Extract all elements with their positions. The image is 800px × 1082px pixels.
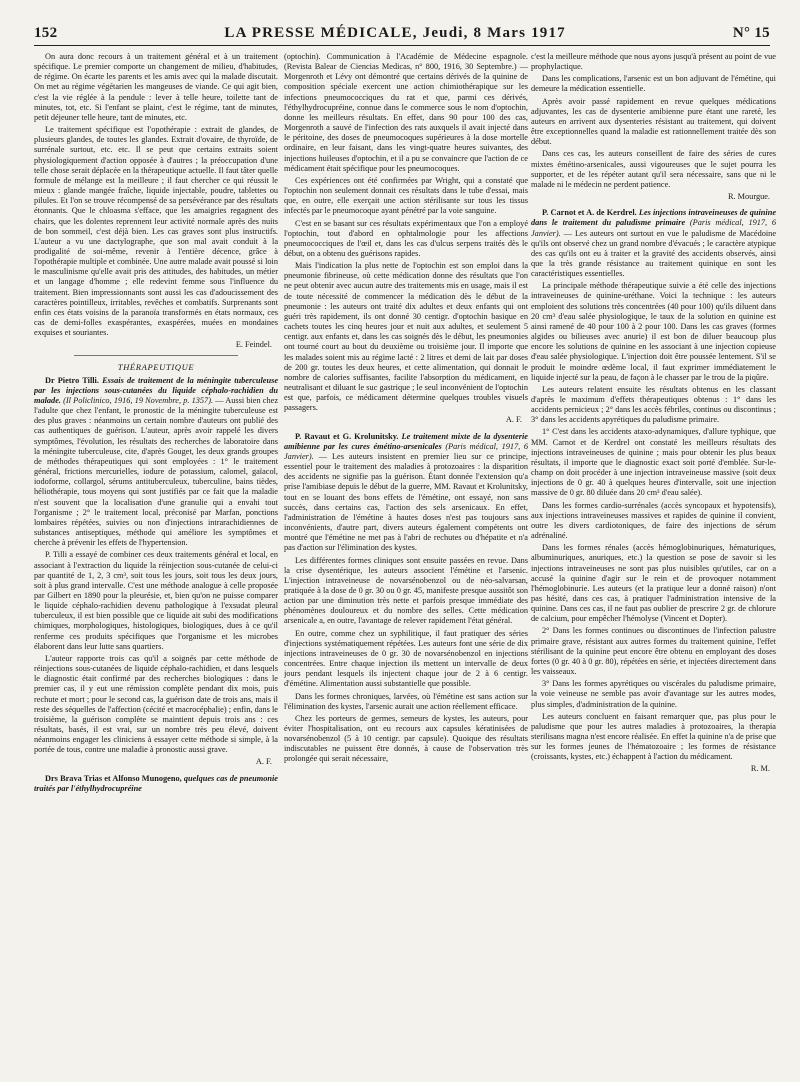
article-source: (Paris médical, 1917, 6 Janvier). — [531, 218, 776, 238]
article-author: Drs Brava Trias et Alfonso Munogeno, — [45, 773, 182, 783]
paragraph: c'est la meilleure méthode que nous ayons jusqu'à présent au point de vue prophylactique. — [531, 52, 776, 72]
article-intro — [284, 432, 528, 554]
paragraph: Les auteurs relatent ensuite les résultats obtenus en les classant d'après le maximum d'effets thérapeutiques obtenus : 1° dans les accidents pernicieux ; 2° dans les accès fébriles, continus ou discontinus ; 3° dans les accidents apyrétiques du paludisme primaire. — [531, 384, 776, 425]
paragraph: Dans ces cas, les auteurs conseillent de faire des séries de cures mixtes émétino-arsenicales, aussi vigoureuses que le sujet pourra les supporter, et de les répéter autant qu'il sera nécessaire, sans que ni le malade ni le médecin ne perdent patience. — [531, 149, 776, 189]
paragraph: C'est en se basant sur ces résultats expérimentaux que l'on a employé l'optochin, tout d'abord en ophtalmologie pour les affections pneumococciques de l'œil et, dans les cas d'ulcus serpens traités dès le début, on a obtenu des guérisons rapides. — [284, 218, 528, 258]
paragraph: 2° Dans les formes continues ou discontinues de l'infection palustre primaire grave, résistant aux autres formes du traitement quinine, l'effet stérilisant de la quinine peut encore être obtenu en employant des doses fortes (0 gr. 40 à 0 gr. 80), répétées en série, et injectées directement dans les vaisseaux. — [531, 626, 776, 677]
divider — [74, 355, 238, 356]
article-intro — [531, 208, 776, 279]
article-text: — Les auteurs insistent en premier lieu sur ce principe, essentiel pour le traitement des maladies à protozoaires : la disparition des accidents ne signifie pas la guérison. Étant donnée l'extension qu'a prise l'amibiase depuis le début de la guerre, MM. Ravaut et Krolunitsky, tout en se louant des bons effets de l'émétine, ont essayé, non sans succès, dans certains cas, l'action des sels arsenicaux. En effet, l'administration de l'émétine à hautes doses n'est pas toujours sans inconvénients, d'autre part, divers auteurs également compétents ont montré que l'émétine ne met pas à l'abri de rechutes ou d'hépatite et n'a pas d'action sur l'élimination des kystes. — [284, 451, 528, 553]
article-source: (Paris médical, 1917, 6 Janvier). — [284, 441, 528, 461]
article-title: Le traitement mixte de la dysenterie amibienne par les cures émétino-arsenicales — [284, 431, 528, 451]
paragraph: (optochin). Communication à l'Académie de Médecine espagnole. (Revista Balear de Ciencias Medicas, n° 800, 1916, 30 Septembre.) — Morgenroth et Lévy ont démontré que certains dérivés de la quinine de composition spéciale exercent une action chimiothérapique sur les infections pneumococciques du rat et que, parmi ces dérivés, l'éthylhydrocupréine, connue dans le commerce sous le nom d'optochin, donne les meilleurs résultats. En effet, dans 90 pour 100 des cas, Morgenroth a sauvé de l'infection des rats auxquels il avait injecté dans le péritoine, des doses de pneumocoques supérieures à la dose mortelle ordinaire, en leur faisant, dans les vingt-quatre heures suivantes, des injections huileuses d'optochin, et il a pu se convaincre que l'action de ce médicament était spécifique pour les pneumocoques. — [284, 52, 528, 173]
section-heading: THÉRAPEUTIQUE — [117, 361, 195, 372]
signature: A. F. — [505, 415, 522, 425]
signature: R. M. — [750, 764, 770, 774]
article-text: — Aussi bien chez l'adulte que chez l'enfant, le pronostic de la méningite tuberculeuse est des plus graves : néanmoins un certain nombre d'auteurs ont publié des cas authentiques de guérison. L'auteur, après avoir rappelé les divers symptômes, l'évolution, les résultats des recherches de laboratoire dans la méningite tuberculeuse, cite, d'après Gouget, les deux grands groupes de méthodes thérapeutiques qui sont employées : 1° le traitement général, frictions mercurielles, iodure de potassium, calomel, gaïacol, iodoforme, collargol, sérums antituberculeux, tuberculine, bains tièdes, héliothérapie, tous moyens qui sont justifiés par ce fait que la maladie n'est souvent que la localisation d'une granulie qui a envahi tout l'organisme ; 2° le traitement local, préconisé par Marfan, ponctions lombaires répétées, suivies ou non d'injections intrarachidiennes de substances antiseptiques, méthode qui améliore les symptômes et cherche à prévenir les effets de l'hypertension. — [34, 396, 278, 548]
signature: R. Mourgue. — [727, 192, 770, 202]
issue-number: N° 15 — [732, 25, 770, 41]
article-title: Les injections intraveineuses de quinine dans le traitement du paludisme primaire — [531, 208, 776, 228]
paragraph: En outre, comme chez un syphilitique, il faut pratiquer des séries d'injections systématiquement répétées. Les auteurs font une série de dix injections intraveineuses de 0 gr. 30 de novarsénobenzol en injections concentrées. Entre chaque injection ils mettent un intervalle de deux jours pendant lesquels ils injectent chaque jour de 2 à 6 centigr. d'émétine. Alimentation aussi substantielle que possible. — [284, 628, 528, 689]
article-intro — [34, 376, 278, 549]
signature: A. F. — [255, 757, 272, 767]
paragraph: Dans les complications, l'arsenic est un bon adjuvant de l'émétine, qui demeure la médication essentielle. — [531, 74, 776, 94]
paragraph: Ces expériences ont été confirmées par Wright, qui a constaté que l'optochin non seulement donnait ces résultats dans le tube d'essai, mais que, en outre, elle exerçait une action stérilisante sur tous les tissus infectés par le pneumocoque ayant pénétré par la voie sanguine. — [284, 175, 528, 216]
paragraph: Le traitement spécifique est l'opothérapie : extrait de glandes, de plusieurs glandes, de toutes les glandes. Extrait d'ovaire, de thyroïde, de surrénale surtout, etc. etc. Il se peut que certains extraits soient physiologiquement d'action opposée à d'autres ; la préoccupation d'une telle chose serait déplacée en la thérapeutique actuelle. Il faut tâter quelle formule de mélange est la meilleure ; il faut chercher ce qui réussit le mieux : glande mangée fraîche, liquide injectable, poudre, tablettes ou pilules. Et l'on se trouve récompensé de sa persévérance par des résultats étonnants. Que le chloasma s'efface, que les amaigries regagnent des chairs, que les dolentes reprennent leur activité normale après des nuits de bon sommeil, c'est déjà bien. Les cas graves sont plus instructifs. L'auteur a vu une dactylographe, que son mal avait conduit à la prodigalité de soi-même, revenir à l'entière décence, grâce à l'opothérapie multiple et combinée. Une autre malade avait poussé si loin le masculinisme qu'elle avait pris des attitudes, des habitudes, un métier et un langage d'homme ; elle redevint femme sous l'influence du traitement. Bien impressionnants sont aussi les cas d'adoucissement des caractères pointilleux, irritables, revêches et combatifs. Surprenants sont enfin ces états voisins de la paranoïa transformés en états normaux, ces cas de demi-folles exaspérantes, exaspérées, muées en mondaines exquises et souriantes. — [34, 125, 278, 338]
paragraph: Après avoir passé rapidement en revue quelques médications adjuvantes, les cas de dysenterie amibienne pure étant une rareté, les auteurs en arrivent aux dysenteries résistant au traitement, qui doivent être exceptionnelles quand la maladie est rationnellement traitée dès son début. — [531, 96, 776, 147]
paragraph: On aura donc recours à un traitement général et à un traitement spécifique. Le premier comporte un changement de milieu, d'habitudes, de régime. On écarte les parents et les amis avec qui la malade discutait. On met au régime végétarien les mangeuses de viande. Ce qui agit bien, c'est la vie réglée à la pendule : lever à telle heure, toilette tant de minutes, tot, etc. Si l'enfant se plaint, c'est le régime, tant de minutes, petit déjeuner telle heure, tant de minutes, etc. — [34, 52, 278, 122]
article-author: Dr Pietro Tilli. — [45, 375, 99, 385]
article-author: P. Ravaut et G. Krolunitsky. — [295, 431, 399, 441]
paragraph: 1° C'est dans les accidents ataxo-adynamiques, d'allure typhique, que MM. Carnot et de Kerdrel ont constaté les meilleurs résultats des injections intraveineuses de quinine ; mais pour obtenir les plus beaux résultats, il importe que le diagnostic exact soit porté d'emblée. Sur-le-champ on doit procéder à une injection intraveineuse massive (soit deux injections de 0 gr. 40 à quelques heures d'intervalle, soit une injection massive de 0 gr. 80 diluée dans 20 cm³ d'eau salée). — [531, 427, 776, 498]
column-left — [34, 52, 278, 1078]
paragraph: 3° Dans les formes apyrétiques ou viscérales du paludisme primaire, la voie veineuse ne semble pas avoir d'avantage sur les autres modes, plus simples, d'administration de la quinine. — [531, 679, 776, 709]
page-header — [34, 20, 770, 46]
paragraph: Dans les formes rénales (accès hémoglobinuriques, hématuriques, albuminuriques, anuriques, etc.) la question se pose de savoir si les injections intraveineuses ne sont pas plus nuisibles qu'utiles, car on a accusé la quinine d'agir sur le rein et de provoquer notamment l'hémoglobinurie. Les auteurs (et la pratique leur a donné raison) n'ont pas hésité, dans ces cas, à pratiquer l'administration intensive de la quinine. Dans ces cas, il ne faut pas oublier de prescrire 2 gr. de chlorure de calcium, pour empêcher l'hémolyse (Vincent et Dopter). — [531, 543, 776, 624]
article-title: quelques cas de pneumonie traités par l'éthylhydrocupréine — [34, 773, 278, 793]
paragraph: Chez les porteurs de germes, semeurs de kystes, les auteurs, pour éviter l'hospitalisation, ont eu recours aux capsules kératinisées de novarsénobenzol (5 à 10 centigr. par capsule). Quoique des résultats indiscutables ne puissent être donnés, à cause de l'observation très prolongée qui serait nécessaire, — [284, 713, 528, 764]
article-title: Essais de traitement de la méningite tuberculeuse par les injections sous-cutanées du liquide céphalo-rachidien du malade. — [34, 375, 278, 405]
journal-title: LA PRESSE MÉDICALE, Jeudi, 8 Mars 1917 — [224, 25, 566, 41]
page-number: 152 — [34, 25, 58, 41]
paragraph: La principale méthode thérapeutique suivie a été celle des injections intraveineuses de quinine-uréthane. Voici la technique : les auteurs emploient des solutions très concentrées (40 pour 100) qu'ils diluent dans 20 cm³ d'eau salée physiologique, le taux de la solution en quinine est ainsi ramené de 40 pour 100 à 2 pour 100. Dans les cas graves (formes algides ou bilieuses avec anurie) il est bon de diluer beaucoup plus encore les solutions de quinine en les associant à une injection copieuse d'eau salée physiologique. L'injection doit être poussée lentement. S'il se produit le moindre œdème local, il faut exprimer immédiatement le liquide injecté sur la peau, de façon à le chasser par le trou de la piqûre. — [531, 281, 776, 382]
paragraph: P. Tilli a essayé de combiner ces deux traitements général et local, en associant à l'extraction du liquide la réinjection sous-cutanée de celui-ci par quantité de 1, 2, 3 cm³, soit tous les jours, soit tous les deux jours, soit à plus grand intervalle. C'est une méthode analogue à celle proposée par Gilbert en 1890 pour la pleurésie, et, bien qu'on ne puisse comparer le liquide céphalo-rachidien devenu pathologique à l'exsudat pleural tuberculeux, il est bien possible que ce liquide ait subi des modifications chimiques, morphologiques, histologiques, biologiques, dues à ce qu'il renferme ces produits spécifiques que l'organisme et les microbes élaborent dans leur lutte sans quartiers. — [34, 550, 278, 651]
column-right — [531, 52, 776, 1078]
article-source: (Il Policlinico, 1916, 19 Novembre, p. 1357). — [63, 396, 214, 405]
paragraph: Dans les formes chroniques, larvées, où l'émétine est sans action sur l'élimination des kystes, l'arsenic aurait une action réellement efficace. — [284, 691, 528, 711]
article-intro — [34, 774, 278, 794]
paragraph: Mais l'indication la plus nette de l'optochin est son emploi dans la pneumonie fibrineuse, où cette médication donne des résultats que l'on ne peut obtenir avec aucun autre des traitements mis en usage, mais il est de toute nécessité de commencer la médication dès le début de la pneumonie : les auteurs ont traité dix adultes et deux enfants qui ont guéri très rapidement, ils ont donné 30 centigr. d'optochin basique en cachets toutes les cinq heures jour et nuit aux adultes, et seulement 5 centigr. aux enfants et, dans les cas soignés dès le début, les pneumonies ont tourné court au bout du deuxième ou troisième jour. Il importe que les malades soient mis au régime lacté : 2 litres et demi de lait par doses de 200 gr. toutes les deux heures, et cette alimentation, qui donnait le nombre de calories suffisantes, facilite l'absorption du médicament, en neutralisant et diluant le suc gastrique ; le seul inconvénient de l'optochin est que, parfois, ce médicament détermine quelques troubles visuels passagers. — [284, 261, 528, 413]
paragraph: Les différentes formes cliniques sont ensuite passées en revue. Dans la crise dysentérique, les auteurs associent l'émétine et l'arsenic. L'injection intraveineuse de novarsénobenzol ou de néo-salvarsan, pratiquée à la dose de 0 gr. 30 ou 0 gr. 45, manifeste presque aussitôt son action par une diminution très nette et parfois presque immédiate des phénomènes douloureux et du nombre des selles. Cette médication arsenicale a, en outre, l'avantage de relever rapidement l'état général. — [284, 555, 528, 626]
paragraph: L'auteur rapporte trois cas qu'il a soignés par cette méthode de réinjections sous-cutanées de liquide céphalo-rachidien, et dans lesquels le diagnostic était confirmé par des recherches biologiques : dans le premier cas, il y eut une rémission complète pendant dix mois, puis rechute et mort ; pour le second cas, la guérison date de trois ans, mais il reste des séquelles de l'affection (cécité et macrocéphalie) ; enfin, dans le troisième, la guérison complète se maintient depuis trois ans : ces résultats, basés, il est vrai, sur un nombre très peu élevé, doivent néanmoins engager les cliniciens à essayer cette méthode si simple, à la portée de tous, contre une maladie à pronostic aussi grave. — [34, 653, 278, 755]
paragraph: Les auteurs concluent en faisant remarquer que, pas plus pour le paludisme que pour les autres maladies à protozoaires, la therapia sterilisans magna n'est encore réalisée. En effet la quinine n'a de prise que sur les formes jeunes de l'hématozoaire ; les formes de résistance (croissants, kystes, etc.) échappent à l'action du médicament. — [531, 711, 776, 762]
signature: E. Feindel. — [235, 340, 272, 350]
article-text: — Les auteurs ont surtout en vue le paludisme de Macédoine qu'ils ont observé chez un grand nombre d'évacués ; le caractère atypique des cas qu'ils ont eu à traiter et la gravité des accidents observés, ainsi que la très grande résistance au traitement quinique en sont les caractéristiques essentielles. — [531, 228, 776, 279]
article-author: P. Carnot et A. de Kerdrel. — [542, 208, 637, 218]
paragraph: Dans les formes cardio-surrénales (accès syncopaux et hypotensifs), aux injections intraveineuses massives et rapides de quinine il convient, outre les divers cardiotoniques, de faire des injections de sérum adrénaliné. — [531, 500, 776, 541]
column-middle — [284, 52, 528, 1078]
